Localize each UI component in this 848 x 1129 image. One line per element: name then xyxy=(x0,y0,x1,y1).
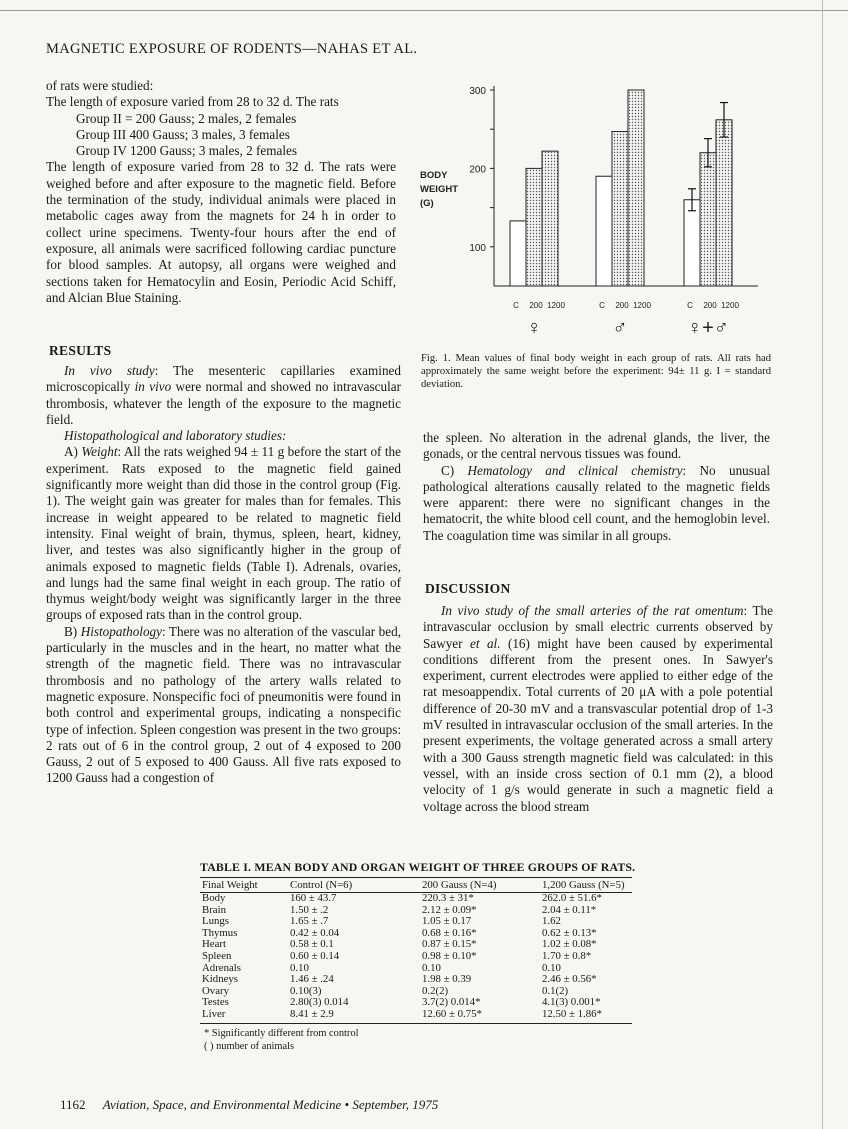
table-note: ( ) number of animals xyxy=(204,1040,295,1052)
table-row xyxy=(200,974,632,986)
category-label: C xyxy=(687,301,693,310)
discussion-paragraph xyxy=(423,603,773,815)
category-label: 1200 xyxy=(721,301,739,310)
bar xyxy=(596,176,612,286)
group-item: Group II = 200 Gauss; 2 males, 2 females xyxy=(76,110,297,126)
row-label: Spleen xyxy=(202,949,232,962)
table-cell: 0.10(3) xyxy=(290,984,322,997)
page-number: 1162 xyxy=(60,1097,86,1112)
table-cell: 0.1(2) xyxy=(542,984,569,997)
table-row xyxy=(200,893,632,905)
b-prefix: B) xyxy=(64,623,81,639)
row-label: Body xyxy=(202,892,226,904)
hematology-label: Hematology and clinical chemistry xyxy=(467,462,683,478)
table-cell: 1.05 ± 0.17 xyxy=(422,915,472,928)
table-cell: 2.04 ± 0.11* xyxy=(542,903,597,916)
row-label: Ovary xyxy=(202,984,229,997)
sex-symbol: ♂ xyxy=(612,317,628,339)
methods-line-2: The length of exposure varied from 28 to 32 d. The rats xyxy=(46,94,339,110)
category-label: 200 xyxy=(615,301,629,310)
weight-text: : All the rats weighed 94 ± 11 g before the start of the experiment. Rats exposed to the magnetic field gained significantly more weight than did those in the control group (Fig. 1). The weight gain was greater for males than for females. This increase in weight appeared to be related to magnetic field intensity. Final weight of brain, thymus, spleen, heart, kidney, liver, and testes was also significantly higher in the group of animals exposed to magnetic fields (Table I). Adrenals, ovaries, and lungs had the same final weight in each group. The ratio of thymus weight/body weight was significantly larger in the three groups of exposed rats than in the control group. xyxy=(46,444,401,623)
running-title: MAGNETIC EXPOSURE OF RODENTS—NAHAS ET AL. xyxy=(46,41,418,57)
body-weight-chart xyxy=(418,82,778,344)
table-header: 200 Gauss (N=4) xyxy=(420,878,540,893)
bar xyxy=(628,90,644,286)
bar xyxy=(526,168,542,286)
table-cell: 4.1(3) 0.001* xyxy=(542,996,601,1009)
bar xyxy=(612,132,628,286)
results-left-column xyxy=(46,363,401,787)
row-label: Kidneys xyxy=(202,973,238,986)
weight-paragraph xyxy=(46,444,401,623)
table-cell: 1.62 xyxy=(542,915,561,928)
discussion-text-2: (16) might have been caused by experimental conditions different from the present ones. In Sawyer's experiment, current electrodes were applied to either edge of the rat mesoappendix. Total currents of 20 μA with a pole potential difference of 20-30 mV and a transvascular potential drop of 1-3 mV resulted in intravascular occlusion of the small arteries. In the present experiments, the voltage generated across a small artery with a 300 Gauss strength magnetic field was calculated: in this vessel, with an inside cross section of 0.1 mm (2), a blood velocity of 1 g/s would generate in such a magnetic field a voltage across the blood stream xyxy=(423,635,773,814)
row-label: Brain xyxy=(202,903,226,916)
methods-section xyxy=(46,78,396,306)
et-al: et al. xyxy=(470,635,501,651)
table-title: TABLE I. MEAN BODY AND ORGAN WEIGHT OF THREE GROUPS OF RATS. xyxy=(200,860,636,874)
row-label: Lungs xyxy=(202,915,229,928)
table-cell: 0.98 ± 0.10* xyxy=(422,949,477,962)
a-prefix: A) xyxy=(64,444,82,460)
table-cell: 1.50 ± .2 xyxy=(290,903,329,916)
hematology-paragraph xyxy=(423,463,770,544)
table-cell: 0.60 ± 0.14 xyxy=(290,949,340,962)
table-cell: 1.02 ± 0.08* xyxy=(542,938,597,951)
scan-right-edge xyxy=(822,0,823,1129)
c-prefix: C) xyxy=(441,462,468,478)
table-header: Control (N=6) xyxy=(288,878,420,893)
table-cell: 160 ± 43.7 xyxy=(290,892,337,904)
y-tick-label: 300 xyxy=(469,86,486,97)
category-label: 200 xyxy=(529,301,543,310)
page-footer xyxy=(60,1097,438,1113)
invivo-paragraph xyxy=(46,363,401,428)
table-cell: 1.70 ± 0.8* xyxy=(542,949,592,962)
table-cell: 0.62 ± 0.13* xyxy=(542,926,597,939)
category-label: 200 xyxy=(703,301,717,310)
histo-heading xyxy=(46,428,401,444)
y-axis-label: BODY xyxy=(420,170,448,181)
table-cell: 3.7(2) 0.014* xyxy=(422,996,481,1009)
histopathology-text: : There was no alteration of the vascular bed, particularly in the muscles and in the heart, no matter what the strength of the magnetic field. There was no intravascular thrombosis and no pathology of the artery walls related to magnetic exposure. Nonspecific foci of pneumonitis were found in both control and experimental groups, indicating a nonspecific type of infection. Spleen congestion was present in the two groups: 2 rats out of 6 in the control group, 2 out of 4 exposed to 200 Gauss, 2 out of 5 exposed to 400 Gauss. All five rats exposed to 1200 Gauss had a congestion of xyxy=(46,623,401,786)
bar xyxy=(510,221,526,286)
table-row xyxy=(200,905,632,917)
histo-label: Histopathological and laboratory studies: xyxy=(64,428,287,444)
category-label: 1200 xyxy=(547,301,565,310)
table-cell: 12.50 ± 1.86* xyxy=(540,1009,632,1023)
table-cell: 0.10 xyxy=(422,961,441,974)
methods-line-1: of rats were studied: xyxy=(46,78,154,93)
table-header: Final Weight xyxy=(200,878,288,893)
category-label: C xyxy=(599,301,605,310)
sex-symbol: ♀+♂ xyxy=(687,317,729,339)
table-note: * Significantly different from control xyxy=(204,1027,359,1039)
histopathology-label: Histopathology xyxy=(80,623,163,639)
group-item: Group IV 1200 Gauss; 3 males, 2 females xyxy=(76,143,297,159)
hematology-text: : No unusual pathological alterations causally related to the magnetic fields were apparent: there were no significant changes in the hematocrit, the white blood cell count, and the hemoglobin level. The coagulation time was similar in all groups. xyxy=(423,462,770,543)
table-cell: 0.2(2) xyxy=(422,984,449,997)
bar xyxy=(700,153,716,286)
row-label: Heart xyxy=(202,938,226,951)
journal-name: Aviation, Space, and Environmental Medicine • September, 1975 xyxy=(102,1097,439,1112)
y-tick-label: 200 xyxy=(469,164,486,176)
table-cell: 1.46 ± .24 xyxy=(290,973,334,986)
group-item: Group III 400 Gauss; 3 males, 3 females xyxy=(76,126,290,142)
bar xyxy=(716,120,732,286)
table-cell: 2.80(3) 0.014 xyxy=(290,996,349,1009)
row-label: Adrenals xyxy=(202,961,241,974)
y-axis-label: WEIGHT xyxy=(420,184,458,195)
spleen-continuation: the spleen. No alteration in the adrenal glands, the liver, the gonads, or the central nervous tissues was found. xyxy=(423,430,770,462)
table-cell: 1.65 ± .7 xyxy=(290,915,329,928)
invivo-label: In vivo study xyxy=(64,363,155,378)
discussion-column xyxy=(423,603,773,815)
table-cell: 262.0 ± 51.6* xyxy=(542,892,602,904)
weight-label: Weight xyxy=(81,444,118,460)
y-axis-label: (G) xyxy=(420,198,434,209)
histopathology-paragraph xyxy=(46,624,401,787)
table-cell: 0.10 xyxy=(542,961,561,974)
discussion-text-1: : The intravascular occlusion by small electric currents observed by Sawyer xyxy=(423,603,773,651)
results-heading: RESULTS xyxy=(49,343,112,358)
category-label: 1200 xyxy=(633,301,651,310)
table-cell: 0.42 ± 0.04 xyxy=(290,926,340,939)
table-cell: 0.68 ± 0.16* xyxy=(422,926,477,939)
bar xyxy=(684,200,700,286)
table-cell: 12.60 ± 0.75* xyxy=(420,1009,540,1023)
table-row xyxy=(200,951,632,963)
invivo-text: : The mesenteric capillaries examined microscopically xyxy=(46,363,401,395)
table-notes xyxy=(204,1027,636,1053)
table-cell: 1.98 ± 0.39 xyxy=(422,973,472,986)
y-tick-label: 100 xyxy=(469,242,486,254)
table-cell: 0.87 ± 0.15* xyxy=(422,938,477,951)
invivo-em: in vivo xyxy=(134,379,172,395)
table-cell: 220.3 ± 31* xyxy=(422,892,474,904)
discussion-heading: DISCUSSION xyxy=(425,581,511,596)
row-label: Thymus xyxy=(202,926,238,939)
figure-caption: Fig. 1. Mean values of final body weight in each group of rats. All rats had approximately the same weight before the experiment: 94± 11 g. I = standard deviation. xyxy=(421,353,771,390)
table-cell: 0.10 xyxy=(290,961,309,974)
table-header: 1,200 Gauss (N=5) xyxy=(540,878,632,893)
discussion-sub-label: In vivo study of the small arteries of the rat omentum xyxy=(441,603,744,618)
table-cell: 8.41 ± 2.9 xyxy=(288,1009,420,1023)
table-cell: 0.58 ± 0.1 xyxy=(290,938,334,951)
row-label: Testes xyxy=(202,996,229,1009)
table-cell: 2.46 ± 0.56* xyxy=(542,973,597,986)
table-1 xyxy=(200,860,636,1053)
results-right-column xyxy=(423,430,770,544)
table-row xyxy=(200,1009,632,1023)
methods-paragraph: The length of exposure varied from 28 to 32 d. The rats were weighed before and after exposure to the magnetic field. Before the termination of the study, individual animals were placed in metabolic cages away from the magnets for 24 h in order to collect urine specimens. Twenty-four hours after the end of exposure, all animals were sacrificed following cardiac puncture for blood samples. At autopsy, all organs were weighed and sections taken for Hematocylin and Eosin, Periodic Acid Schiff, and Alcian Blue Staining. xyxy=(46,159,396,305)
bar xyxy=(542,151,558,286)
category-label: C xyxy=(513,301,519,310)
table-cell: 2.12 ± 0.09* xyxy=(422,903,477,916)
table-header-row xyxy=(200,878,632,893)
organ-weight-table xyxy=(200,877,632,1024)
table-body xyxy=(200,893,632,1024)
scan-top-edge xyxy=(0,10,848,11)
invivo-text-2: were normal and showed no intravascular thrombosis, whatever the length of the exposure to the magnetic field. xyxy=(46,379,401,427)
sex-symbol: ♀ xyxy=(526,317,542,339)
figure-1 xyxy=(418,82,778,344)
row-label: Liver xyxy=(200,1009,288,1023)
